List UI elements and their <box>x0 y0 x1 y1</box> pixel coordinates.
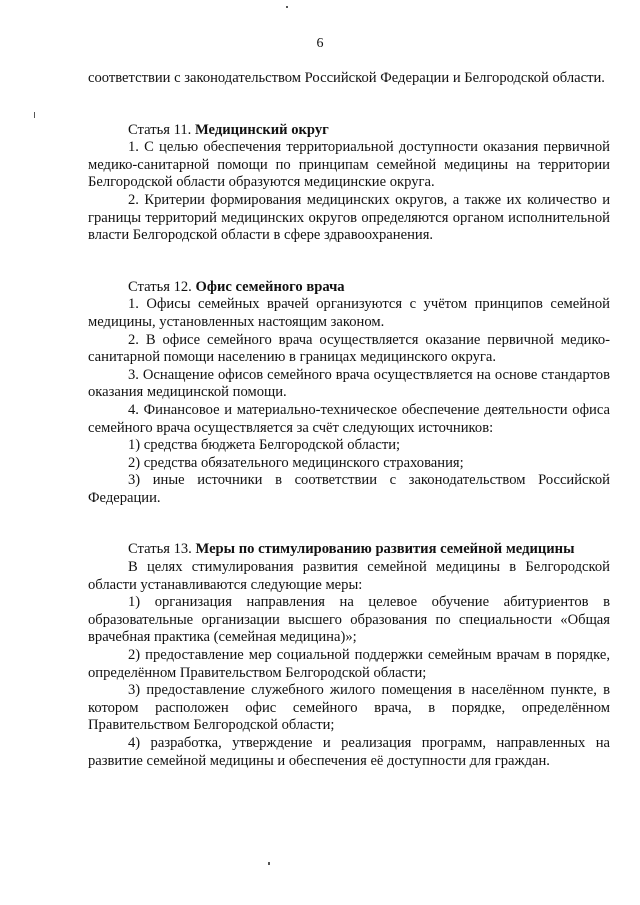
article-title: Офис семейного врача <box>195 278 345 295</box>
article-prefix: Статья 13. <box>128 541 192 558</box>
article-13 <box>88 541 610 770</box>
article-heading <box>88 122 610 140</box>
list-item: 2) средства обязательного медицинского страхования; <box>128 454 464 471</box>
article-11 <box>88 122 610 245</box>
article-title: Меры по стимулированию развития семейной медицины <box>195 541 575 558</box>
article-heading <box>88 541 610 559</box>
scan-mark <box>286 6 288 8</box>
list-item: 1) средства бюджета Белгородской области; <box>128 437 401 454</box>
list-item: 2) предоставление мер социальной поддержки семейным врачам в порядке, определённом Правительством Белгородской области; <box>88 647 610 681</box>
article-paragraph: 2. В офисе семейного врача осуществляется оказание первичной медико-санитарной помощи населению в границах медицинского округа. <box>88 331 610 366</box>
article-paragraph: 3. Оснащение офисов семейного врача осуществляется на основе стандартов оказания медицинской помощи. <box>88 366 610 401</box>
article-paragraph: 1. Офисы семейных врачей организуются с учётом принципов семейной медицины, установленных настоящим законом. <box>88 296 610 330</box>
article-12 <box>88 279 610 508</box>
intro-paragraph: соответствии с законодательством Российской Федерации и Белгородской области. <box>88 70 605 86</box>
article-prefix: Статья 12. <box>128 278 192 295</box>
scan-mark <box>34 112 35 118</box>
article-prefix: Статья 11. <box>128 121 192 138</box>
article-heading <box>88 279 610 297</box>
article-paragraph: 1. С целью обеспечения территориальной доступности оказания первичной медико-санитарной помощи по принципам семейной медицины на территории Белгородской области образуются медицинские округа. <box>88 139 610 191</box>
document-body <box>88 70 610 770</box>
list-item: 3) иные источники в соответствии с законодательством Российской Федерации. <box>88 472 610 506</box>
article-title: Медицинский округ <box>194 121 329 138</box>
page-number: 6 <box>316 36 324 51</box>
article-paragraph: 4. Финансовое и материально-техническое обеспечение деятельности офиса семейного врача осуществляется за счёт следующих источников: <box>88 401 610 436</box>
list-item: 1) организация направления на целевое обучение абитуриентов в образовательные организации высшего образования по специальности «Общая врачебная практика (семейная медицина)»; <box>88 594 610 646</box>
list-item: 3) предоставление служебного жилого помещения в населённом пункте, в котором расположен офис семейного врача, в порядке, определённом Правительством Белгородской области; <box>88 682 610 734</box>
scan-mark <box>268 862 270 865</box>
article-paragraph: 2. Критерии формирования медицинских округов, а также их количество и границы территорий медицинских округов определяются органом исполнительной власти Белгородской области в сфере здравоохранения. <box>88 191 610 244</box>
article-paragraph: В целях стимулирования развития семейной медицины в Белгородской области устанавливаются следующие меры: <box>88 559 610 593</box>
list-item: 4) разработка, утверждение и реализация программ, направленных на развитие семейной медицины и обеспечения её доступности для граждан. <box>88 735 610 769</box>
